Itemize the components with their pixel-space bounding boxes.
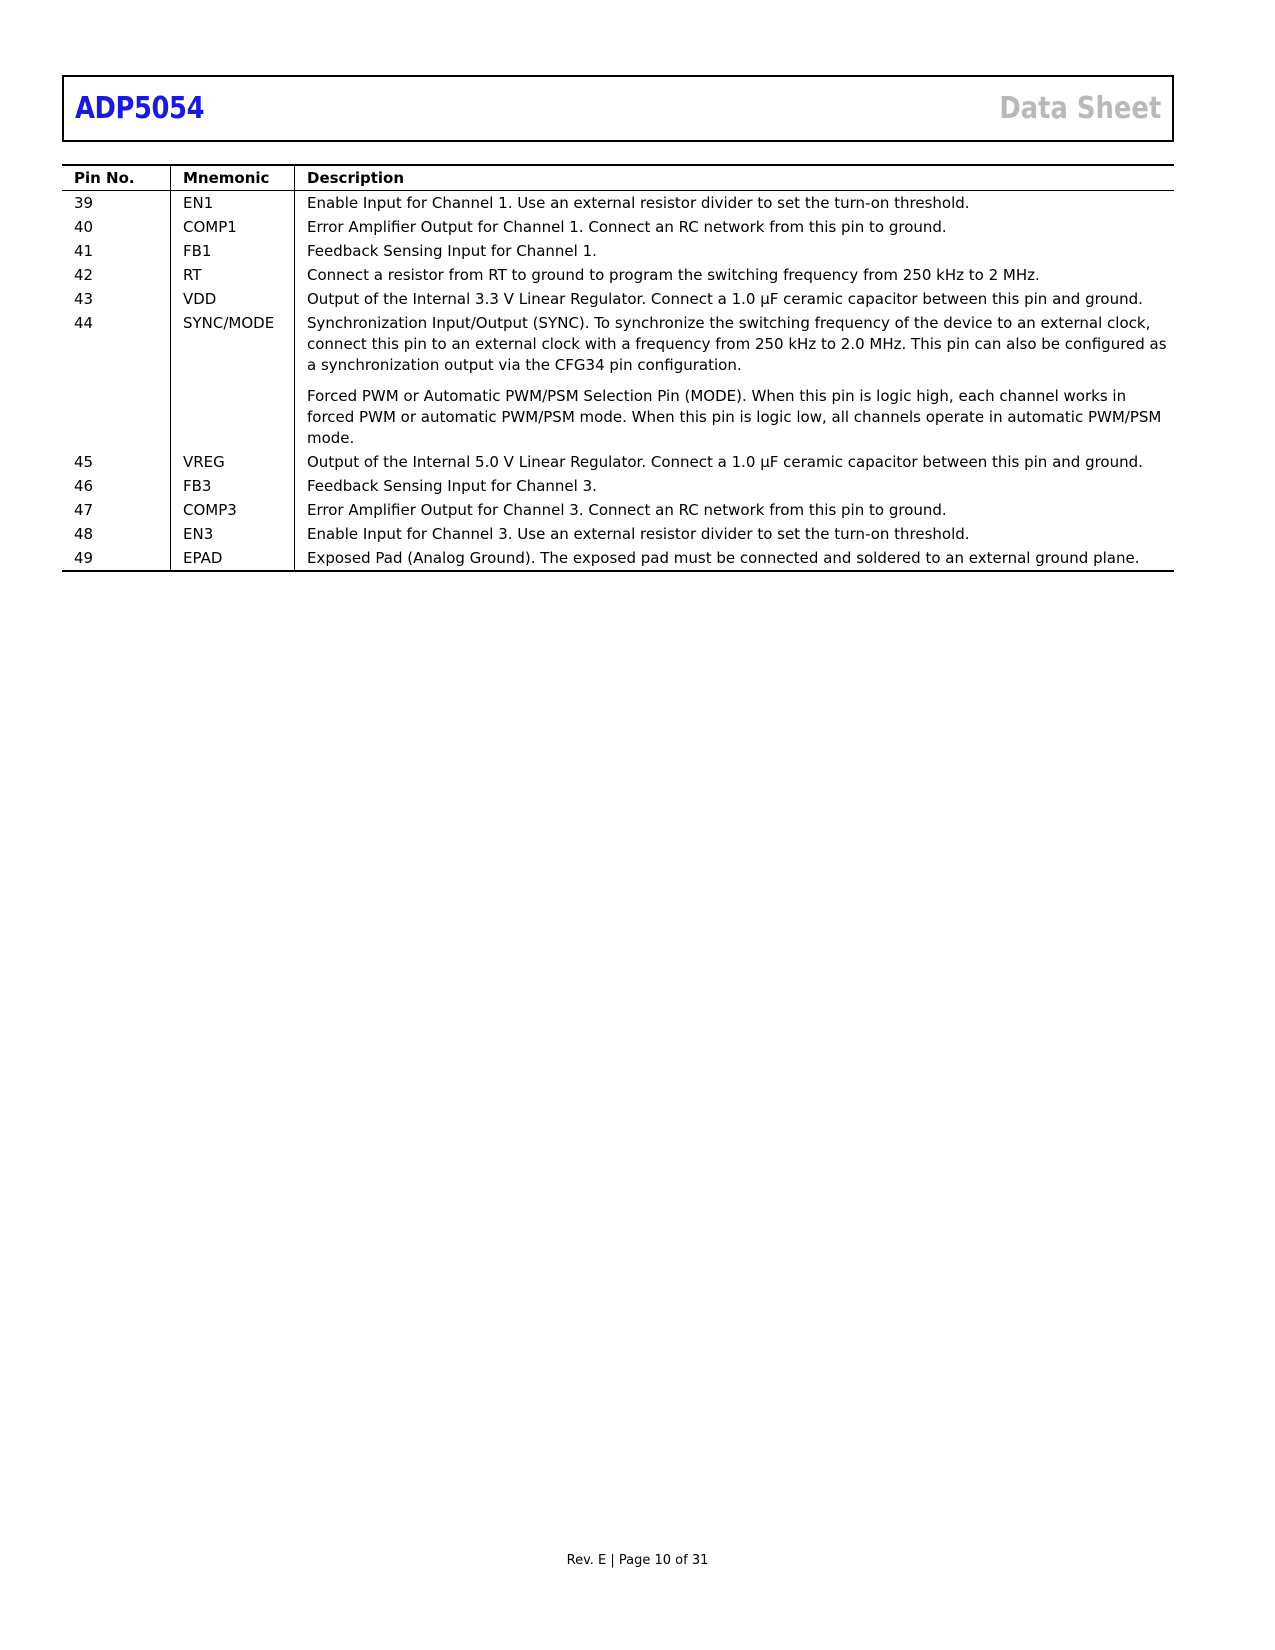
column-header-description: Description <box>295 165 1175 191</box>
table-row <box>62 263 1174 287</box>
pin-number-cell: 41 <box>74 242 94 260</box>
description-paragraph: Feedback Sensing Input for Channel 1. <box>307 242 597 260</box>
column-header-pin-no: Pin No. <box>62 165 171 191</box>
pin-number-cell: 49 <box>62 546 171 571</box>
description-paragraph: Synchronization Input/Output (SYNC). To synchronize the switching frequency of the device to an external clock, connect this pin to an external clock with a frequency from 250 kHz to 2.0 MHz. This pin can also be configured as a synchronization output via the CFG34 pin configuration. <box>307 314 1167 374</box>
description-cell <box>295 191 1175 216</box>
description-cell <box>295 522 1175 546</box>
table-row <box>62 287 1174 311</box>
mnemonic-cell: VDD <box>171 287 295 311</box>
table-row <box>62 498 1174 522</box>
description-paragraph: Error Amplifier Output for Channel 1. Connect an RC network from this pin to ground. <box>307 218 947 236</box>
description-cell <box>295 474 1175 498</box>
pin-number-cell: 48 <box>74 525 94 543</box>
mnemonic-cell: FB3 <box>171 474 295 498</box>
table-row <box>62 239 1174 263</box>
description-paragraph: Error Amplifier Output for Channel 3. Connect an RC network from this pin to ground. <box>307 501 947 519</box>
mnemonic-cell: SYNC/MODE <box>171 311 295 450</box>
part-number-title: ADP5054 <box>75 91 205 126</box>
pin-number-cell: 46 <box>74 477 94 495</box>
table-row <box>62 215 1174 239</box>
document-type-label: Data Sheet <box>999 91 1161 126</box>
description-paragraph: Forced PWM or Automatic PWM/PSM Selection Pin (MODE). When this pin is logic high, each channel works in forced PWM or automatic PWM/PSM mode. When this pin is logic low, all channels operate in automatic PWM/PSM mode. <box>307 387 1162 447</box>
description-paragraph: Enable Input for Channel 1. Use an external resistor divider to set the turn-on threshold. <box>307 194 970 212</box>
pin-number-cell: 44 <box>74 314 94 332</box>
mnemonic-cell: RT <box>171 263 295 287</box>
pin-number-cell: 45 <box>74 453 94 471</box>
description-paragraph: Connect a resistor from RT to ground to program the switching frequency from 250 kHz to 2 MHz. <box>307 266 1040 284</box>
table-row <box>62 450 1174 474</box>
description-cell <box>295 239 1175 263</box>
mnemonic-cell: COMP3 <box>171 498 295 522</box>
page-header <box>62 75 1174 142</box>
table-header-row <box>62 165 1174 191</box>
page-footer: Rev. E | Page 10 of 31 <box>566 1553 709 1568</box>
description-cell <box>295 311 1175 450</box>
description-paragraph: Exposed Pad (Analog Ground). The exposed pad must be connected and soldered to an external ground plane. <box>307 549 1140 567</box>
description-cell <box>295 215 1175 239</box>
table-row <box>62 191 1174 216</box>
description-paragraph: Feedback Sensing Input for Channel 3. <box>307 477 597 495</box>
table-row <box>62 522 1174 546</box>
pin-function-table <box>62 164 1174 572</box>
description-cell <box>295 546 1175 571</box>
column-header-mnemonic: Mnemonic <box>171 165 295 191</box>
description-cell <box>295 287 1175 311</box>
description-paragraph: Output of the Internal 3.3 V Linear Regulator. Connect a 1.0 µF ceramic capacitor between this pin and ground. <box>307 290 1143 308</box>
pin-number-cell: 47 <box>74 501 94 519</box>
description-cell <box>295 450 1175 474</box>
pin-table-body <box>62 191 1174 572</box>
pin-number-cell: 40 <box>74 218 94 236</box>
mnemonic-cell: COMP1 <box>171 215 295 239</box>
mnemonic-cell: VREG <box>171 450 295 474</box>
pin-number-cell: 39 <box>74 194 94 212</box>
description-cell <box>295 498 1175 522</box>
table-row <box>62 311 1174 450</box>
mnemonic-cell: EN3 <box>171 522 295 546</box>
mnemonic-cell: EN1 <box>171 191 295 216</box>
table-row <box>62 546 1174 571</box>
table-row <box>62 474 1174 498</box>
description-paragraph: Output of the Internal 5.0 V Linear Regulator. Connect a 1.0 µF ceramic capacitor between this pin and ground. <box>307 453 1143 471</box>
pin-number-cell: 42 <box>74 266 94 284</box>
description-cell <box>295 263 1175 287</box>
mnemonic-cell: EPAD <box>171 546 295 571</box>
pin-number-cell: 43 <box>74 290 94 308</box>
description-paragraph: Enable Input for Channel 3. Use an external resistor divider to set the turn-on threshold. <box>307 525 970 543</box>
mnemonic-cell: FB1 <box>171 239 295 263</box>
